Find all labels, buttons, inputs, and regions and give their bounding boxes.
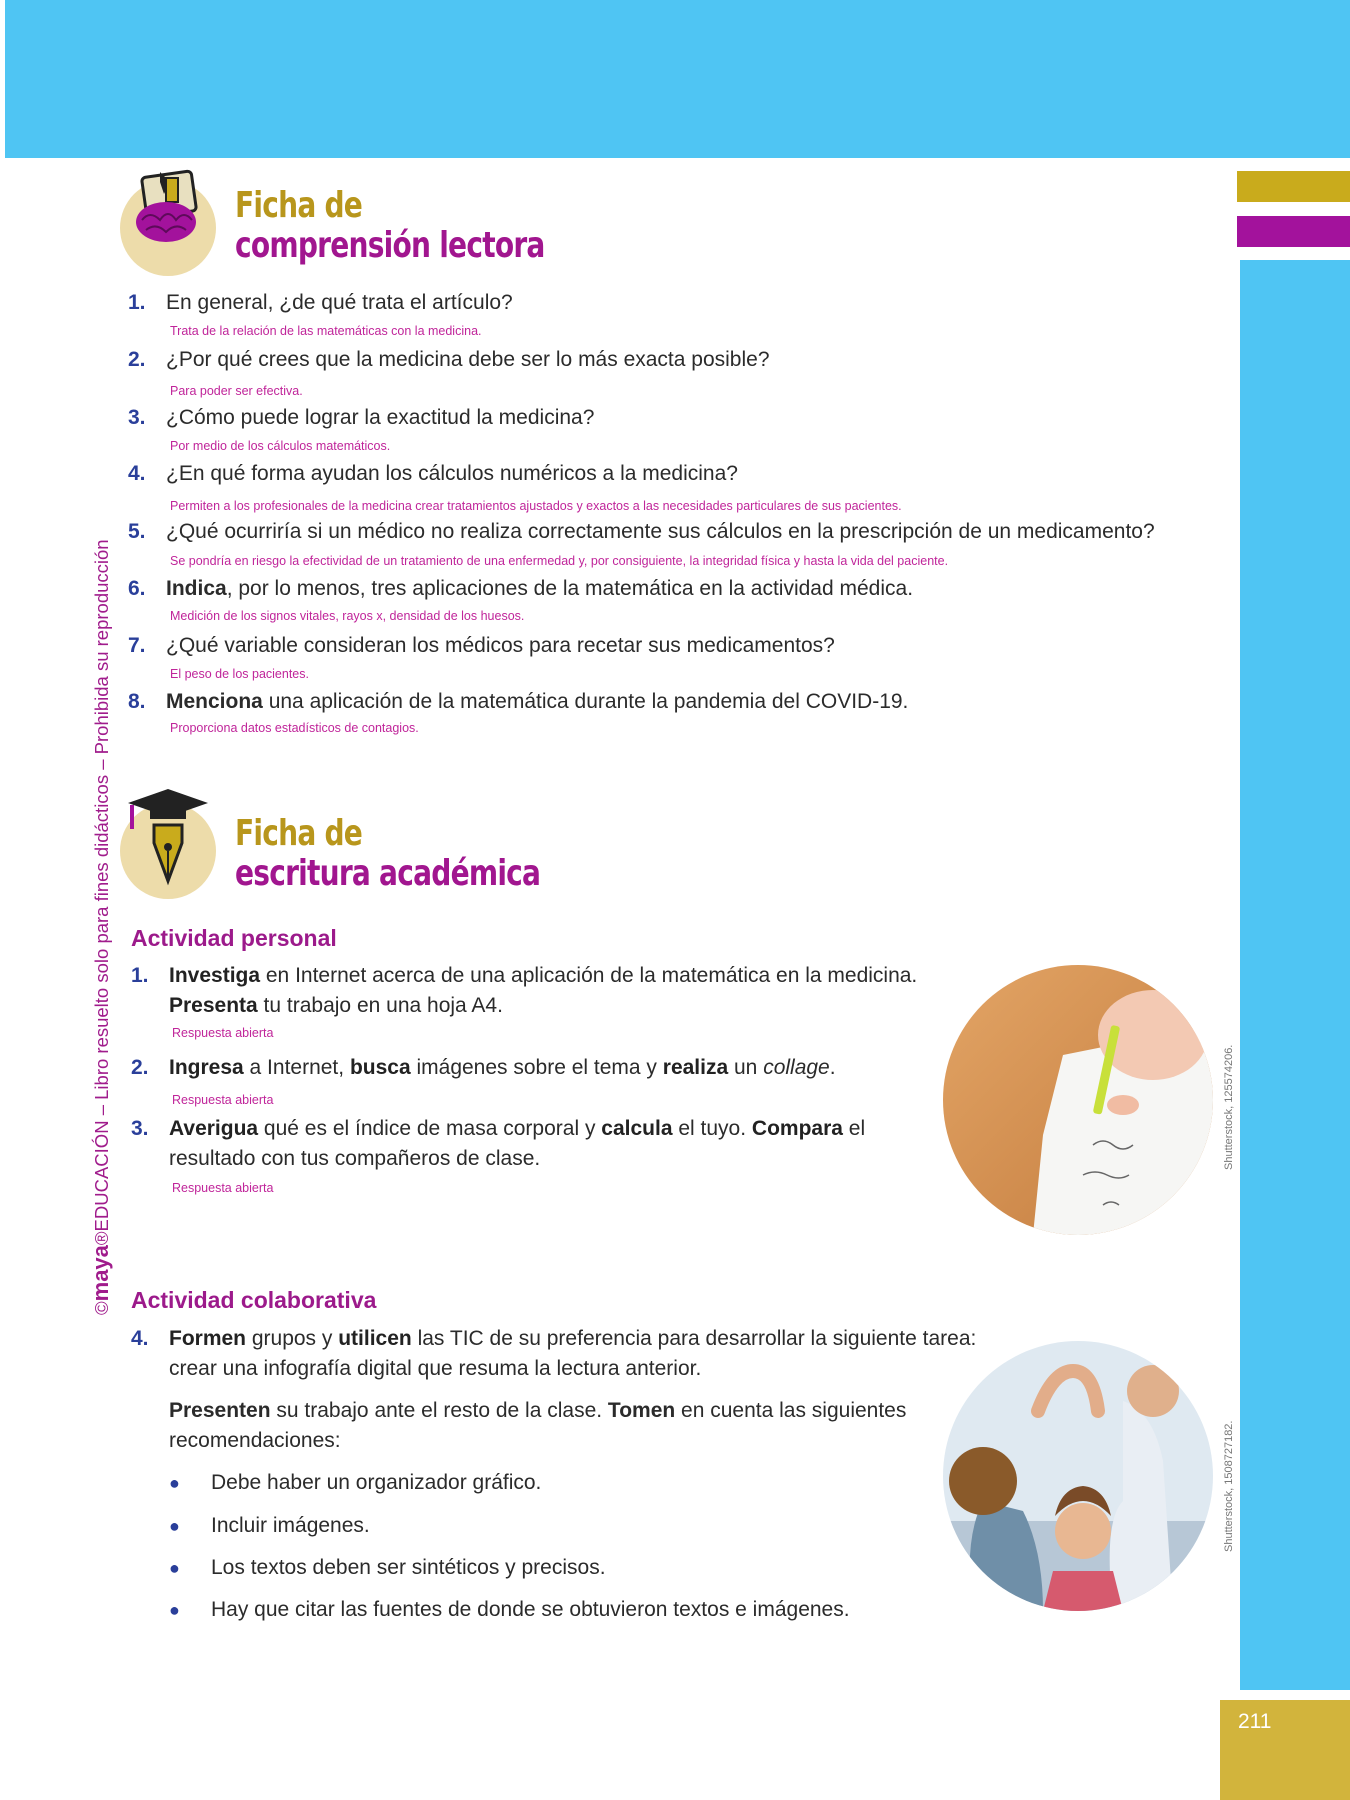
answer-5: Se pondría en riesgo la efectividad de un tratamiento de una enfermedad y, por consiguiente, la integridad física y hasta la vida del paciente. xyxy=(170,554,949,568)
personal-item-2: 2. Ingresa a Internet, busca imágenes sobre el tema y realiza un collage. xyxy=(131,1056,836,1079)
section-title-escritura: Ficha de escritura académica xyxy=(235,813,541,894)
question-6: 6. Indica, por lo menos, tres aplicaciones de la matemática en la actividad médica. xyxy=(128,577,914,600)
heading-actividad-colaborativa: Actividad colaborativa xyxy=(131,1287,377,1313)
right-margin-bar xyxy=(1240,260,1350,1690)
personal-item-1: 1. Investiga en Internet acerca de una aplicación de la matemática en la medicina. Presenta tu trabajo en una hoja A4. xyxy=(131,964,918,1017)
answer-7: El peso de los pacientes. xyxy=(170,667,309,681)
question-7: 7. ¿Qué variable consideran los médicos para recetar sus medicamentos? xyxy=(128,634,835,657)
header-band xyxy=(0,0,1350,158)
personal-answer-1: Respuesta abierta xyxy=(172,1026,274,1040)
question-8: 8. Menciona una aplicación de la matemática durante la pandemia del COVID-19. xyxy=(128,690,909,713)
colab-instructions: Presenten su trabajo ante el resto de la clase. Tomen en cuenta las siguientes recomendaciones: xyxy=(169,1399,907,1452)
question-1: 1. En general, ¿de qué trata el artículo? xyxy=(128,291,513,314)
personal-answer-2: Respuesta abierta xyxy=(172,1093,274,1107)
question-4: 4. ¿En qué forma ayudan los cálculos numéricos a la medicina? xyxy=(128,462,738,485)
personal-answer-3: Respuesta abierta xyxy=(172,1181,274,1195)
bullet-item: ● Hay que citar las fuentes de donde se obtuvieron textos e imágenes. xyxy=(169,1598,850,1621)
personal-item-3: 3. Averigua qué es el índice de masa corporal y calcula el tuyo. Compara el resultado con tus compañeros de clase. xyxy=(131,1117,866,1170)
photo-writing-hand xyxy=(943,965,1213,1235)
answer-1: Trata de la relación de las matemáticas con la medicina. xyxy=(170,324,482,338)
page-number: 211 xyxy=(1238,1710,1272,1733)
answer-3: Por medio de los cálculos matemáticos. xyxy=(170,439,391,453)
question-2: 2. ¿Por qué crees que la medicina debe ser lo más exacta posible? xyxy=(128,348,770,371)
brand-logo: maya xyxy=(88,1245,113,1302)
question-3: 3. ¿Cómo puede lograr la exactitud la medicina? xyxy=(128,406,595,429)
purple-tab xyxy=(1237,216,1350,247)
gold-tab xyxy=(1237,171,1350,202)
answer-8: Proporciona datos estadísticos de contagios. xyxy=(170,721,419,735)
answer-4: Permiten a los profesionales de la medicina crear tratamientos ajustados y exactos a las necesidades particulares de sus pacientes. xyxy=(170,499,902,513)
colab-item-4: 4. Formen grupos y utilicen las TIC de su preferencia para desarrollar la siguiente tarea: crear una infografía digital que resuma la lectura anterior. xyxy=(131,1327,977,1380)
answer-2: Para poder ser efectiva. xyxy=(170,384,303,398)
reading-icon xyxy=(120,180,216,276)
answer-6: Medición de los signos vitales, rayos x, densidad de los huesos. xyxy=(170,609,525,623)
question-5: 5. ¿Qué ocurriría si un médico no realiza correctamente sus cálculos en la prescripción de un medicamento? xyxy=(128,520,1155,543)
bullet-item: ● Debe haber un organizador gráfico. xyxy=(169,1471,542,1494)
photo-high-five xyxy=(943,1341,1213,1611)
bullet-item: ● Incluir imágenes. xyxy=(169,1514,370,1537)
photo-credit-1: Shutterstock, 125574206. xyxy=(1223,1044,1235,1170)
writing-icon xyxy=(120,803,216,899)
copyright-sidebar: ©maya®EDUCACIÓN – Libro resuelto solo para fines didácticos – Prohibida su reproducción xyxy=(88,539,113,1315)
heading-actividad-personal: Actividad personal xyxy=(131,925,337,951)
section-title-comprension: Ficha de comprensión lectora xyxy=(235,185,545,266)
photo-credit-2: Shutterstock, 1508727182. xyxy=(1223,1420,1235,1552)
bullet-item: ● Los textos deben ser sintéticos y precisos. xyxy=(169,1556,606,1579)
